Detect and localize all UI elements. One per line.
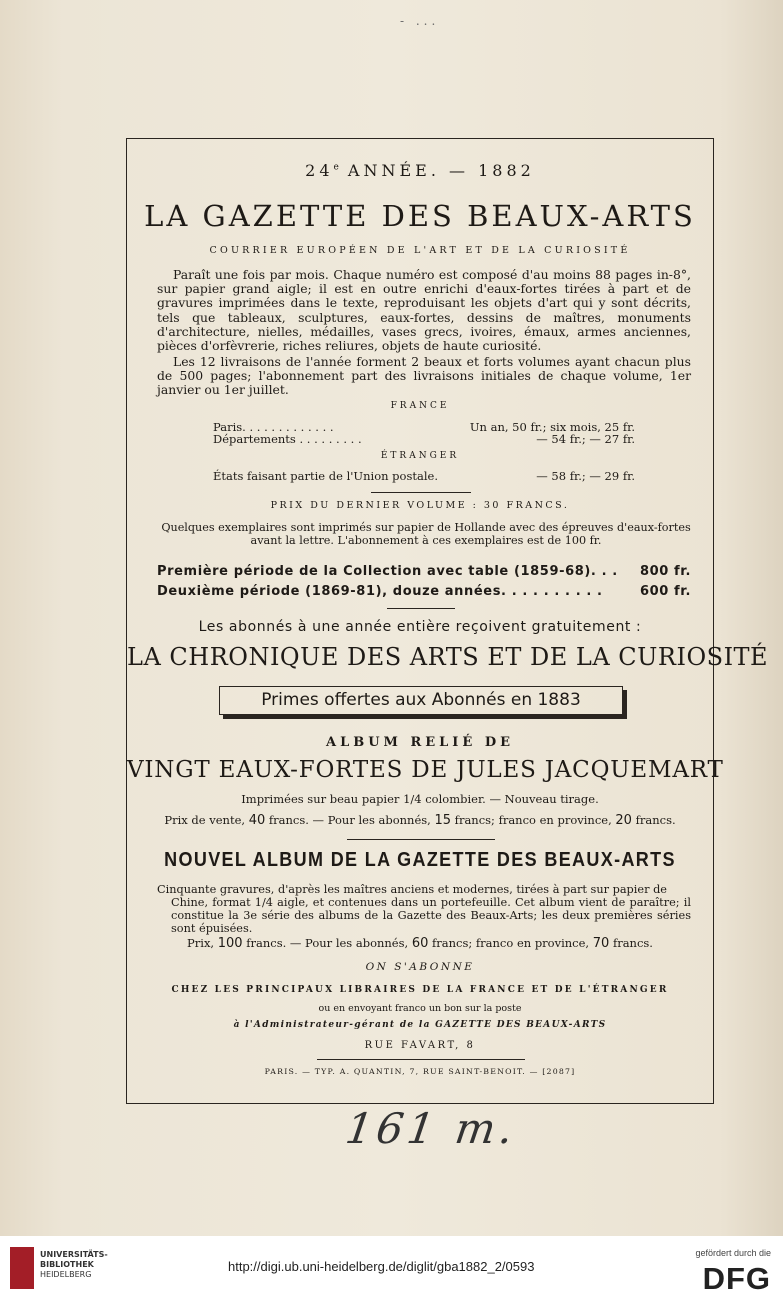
france-heading: FRANCE	[390, 401, 450, 411]
last-volume-price: PRIX DU DERNIER VOLUME : 30 FRANCS.	[270, 500, 570, 511]
administrator-line: à l'Administrateur-gérant de la GAZETTE DES BEAUX-ARTS	[233, 1020, 607, 1030]
footer-bar	[0, 1236, 783, 1300]
period-price: 800 fr.	[639, 564, 691, 579]
price-value: Un an, 50 fr.; six mois, 25 fr.	[469, 420, 635, 434]
handwritten-shelfmark: 161 m.	[342, 1104, 521, 1153]
funding-note: gefördert durch die	[695, 1248, 771, 1258]
album-price-line: Prix de vente, 40 francs. — Pour les abonnés, 15 francs; franco en province, 20 francs.	[164, 813, 676, 828]
hollande-note: Quelques exemplaires sont imprimés sur papier de Hollande avec des épreuves d'eaux-fortes avant la lettre. L'abonnement à ces exemplaires est de 100 fr.	[161, 521, 691, 547]
university-library-name: UNIVERSITÄTS- BIBLIOTHEK HEIDELBERG	[40, 1250, 108, 1279]
postal-note: ou en envoyant franco un bon sur la poste	[318, 1003, 522, 1014]
subscribers-line: Les abonnés à une année entière reçoivent gratuitement :	[198, 619, 642, 635]
journal-title: LA GAZETTE DES BEAUX-ARTS	[144, 199, 696, 233]
nouvel-album-price-line: Prix, 100 francs. — Pour les abonnés, 60 francs; franco en province, 70 francs.	[187, 936, 653, 951]
volumes-paragraph: Les 12 livraisons de l'année forment 2 beaux et forts volumes ayant chacun plus de 500 pages; l'abonnement part des livraisons initiales de chaque volume, 1er janvier ou 1er juillet.	[157, 354, 691, 398]
journal-subtitle: COURRIER EUROPÉEN DE L'ART ET DE LA CURIOSITÉ	[209, 245, 631, 256]
divider	[387, 608, 455, 609]
etranger-heading: ÉTRANGER	[380, 451, 460, 461]
description-paragraph: Paraît une fois par mois. Chaque numéro est composé d'au moins 88 pages in-8°, sur papier grand aigle; il est en outre enrichi d'eaux-fortes tirées à part et de gravures imprimées dans le texte, reproduisant les objets d'art qui y sont décrits, tels que tableaux, sculptures, eaux-fortes, dessins de maîtres, monuments d'architecture, nielles, médailles, vases grecs, ivoires, émaux, armes anciennes, pièces d'orfèvrerie, riches reliures, objets de haute curiosité.	[157, 267, 691, 354]
price-label: Paris. . . . . . . . . . . . .	[213, 420, 334, 434]
period-label: Première période de la Collection avec table (1859-68). . .	[157, 564, 618, 579]
period-label: Deuxième période (1869-81), douze années. . . . . . . . . .	[157, 584, 603, 599]
university-seal-icon	[10, 1247, 34, 1289]
nouvel-album-title: NOUVEL ALBUM DE LA GAZETTE DES BEAUX-ARTS	[164, 849, 676, 871]
album-heading: ALBUM RELIÉ DE	[325, 735, 515, 750]
price-value: — 58 fr.; — 29 fr.	[536, 469, 635, 483]
permalink-url[interactable]: http://digi.ub.uni-heidelberg.de/diglit/gba1882_2/0593	[228, 1259, 535, 1274]
primes-banner: Primes offertes aux Abonnés en 1883	[219, 686, 623, 715]
booksellers-line: CHEZ LES PRINCIPAUX LIBRAIRES DE LA FRANCE ET DE L'ÉTRANGER	[171, 985, 669, 995]
divider	[347, 839, 495, 840]
jacquemart-title: VINGT EAUX-FORTES DE JULES JACQUEMART	[127, 757, 724, 783]
nouvel-album-paragraph: Cinquante gravures, d'après les maîtres anciens et modernes, tirées à part sur papier de Chine, format 1/4 aigle, et contenues dans un portefeuille. Cet album vient de paraître; il constitue la 3e série des albums de la Gazette des Beaux-Arts; les deux premières séries sont épuisées.	[157, 883, 691, 935]
price-label: États faisant partie de l'Union postale.	[213, 469, 438, 483]
issue-heading: 24e ANNÉE. — 1882	[305, 161, 535, 180]
price-label: Départements . . . . . . . . .	[213, 432, 362, 446]
divider	[317, 1059, 525, 1060]
chronique-title: LA CHRONIQUE DES ARTS ET DE LA CURIOSITÉ	[127, 643, 769, 671]
subscribe-heading: ON S'ABONNE	[365, 961, 475, 973]
top-mark: - ...	[400, 14, 440, 28]
address-line: RUE FAVART, 8	[364, 1040, 476, 1051]
price-value: — 54 fr.; — 27 fr.	[536, 432, 635, 446]
printing-note: Imprimées sur beau papier 1/4 colombier. — Nouveau tirage.	[241, 792, 599, 806]
advertisement-frame	[126, 138, 769, 1104]
divider	[371, 492, 471, 493]
printer-line: PARIS. — TYP. A. QUANTIN, 7, RUE SAINT-BENOIT. — [2087]	[264, 1067, 576, 1076]
dfg-logo: DFG	[702, 1261, 771, 1296]
period-price: 600 fr.	[639, 584, 691, 599]
